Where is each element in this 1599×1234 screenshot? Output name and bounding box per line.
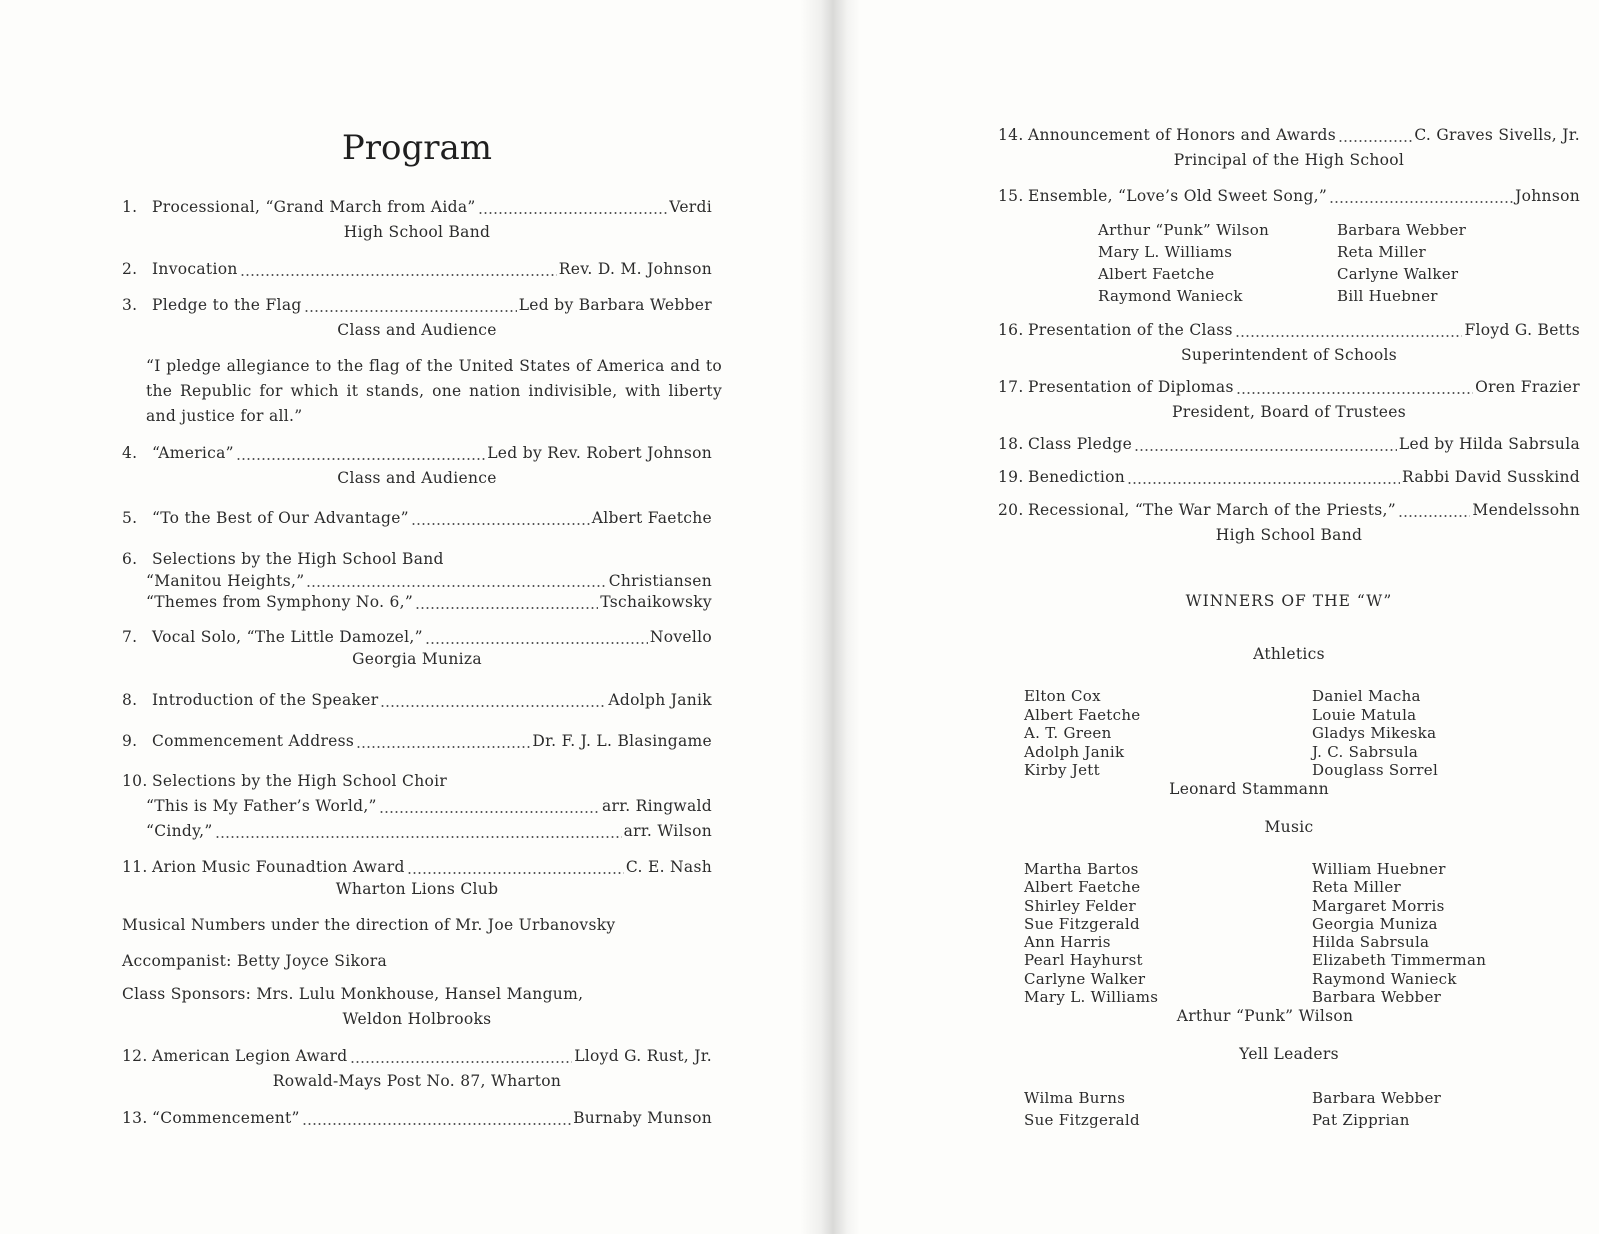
item-number: 7. [122,628,138,646]
program-item-4 [122,441,712,491]
name-entry: Gladys Mikeska [1312,724,1437,742]
item-number: 15. [998,187,1024,205]
item-number: 12. [122,1047,148,1065]
accompanist-note: Accompanist: Betty Joyce Sikora [122,952,388,970]
name-entry: Sue Fitzgerald [1024,1111,1140,1129]
name-entry: Barbara Webber [1337,221,1467,239]
musical-director-note: Musical Numbers under the direction of Mr. Joe Urbanovsky [122,916,616,934]
name-entry: Bill Huebner [1337,287,1438,305]
name-entry: Reta Miller [1312,878,1402,897]
item-subtitle: President, Board of Trustees [1172,403,1406,421]
name-entry: Reta Miller [1337,243,1427,261]
name-entry: Barbara Webber [1312,1089,1442,1107]
item-text: “America” [152,444,234,462]
program-item-19 [998,465,1580,490]
item-text: Processional, “Grand March from Aida” [152,198,476,216]
dot-leader [1134,436,1397,452]
name-entry: Albert Faetche [1024,705,1141,724]
name-entry: Albert Faetche [1024,878,1141,897]
name-entry: Kirby Jett [1024,761,1100,779]
athletics-heading: Athletics [1253,645,1325,663]
program-item-9 [122,729,712,754]
dot-leader [1338,127,1412,143]
item-performer: Novello [649,628,712,646]
item-number: 20. [998,501,1024,519]
item-number: 11. [122,858,148,876]
item-performer: Johnson [1515,187,1580,205]
item-performer: Led by Barbara Webber [518,296,712,314]
item-text: Arion Music Founadtion Award [152,858,405,876]
selection-title: “Themes from Symphony No. 6,” [146,593,414,611]
dot-leader [415,594,598,610]
item-performer: Rabbi David Susskind [1402,468,1580,486]
dot-leader [478,199,668,215]
name-entry: Georgia Muniza [1312,914,1438,933]
program-item-11 [122,856,712,900]
item-subtitle: Class and Audience [337,469,497,487]
selection-composer: Tschaikowsky [600,593,712,611]
item-text: Invocation [152,260,238,278]
item-performer: Verdi [669,198,712,216]
page-fold [800,0,860,1234]
item-performer: Dr. F. J. L. Blasingame [532,732,712,750]
item-performer: Rev. D. M. Johnson [558,260,712,278]
program-item-13 [122,1106,712,1131]
dot-leader [304,297,517,313]
program-item-15 [998,184,1580,209]
dot-leader [1329,188,1513,204]
page-title: Program [341,128,493,168]
item-text: Recessional, “The War March of the Priests,” [1028,501,1397,519]
item-text: Presentation of the Class [1028,321,1233,339]
dot-leader [215,823,622,839]
dot-leader [356,733,530,749]
dot-leader [1235,322,1463,338]
program-item-17 [998,375,1580,425]
name-entry: Elton Cox [1024,687,1101,705]
item-subtitle: High School Band [1215,526,1363,544]
name-entry: William Huebner [1312,860,1446,878]
selection-title: “Cindy,” [146,822,213,840]
item-number: 8. [122,691,138,709]
item-text: Vocal Solo, “The Little Damozel,” [152,628,423,646]
item-number: 4. [122,444,138,462]
music-last-name: Arthur “Punk” Wilson [1176,1007,1354,1025]
item-number: 3. [122,296,138,314]
program-item-1 [122,195,712,245]
name-entry: Adolph Janik [1024,742,1125,761]
item-number: 5. [122,509,138,527]
selection-title: “This is My Father’s World,” [146,797,377,815]
name-entry: Raymond Wanieck [1312,969,1457,988]
item-number: 16. [998,321,1024,339]
item-performer: Mendelssohn [1472,501,1580,519]
item-text: Announcement of Honors and Awards [1028,126,1337,144]
program-item-3 [122,293,712,343]
item-subtitle: Wharton Lions Club [335,880,499,898]
dot-leader [380,692,606,708]
program-item-18 [998,432,1580,457]
music-names [1024,860,1544,1006]
name-entry: Margaret Morris [1312,896,1445,915]
pledge-quote: “I pledge allegiance to the flag of the United States of America and to the Republic for which it stands, one nation indivisible, with liberty and justice for all.” [146,357,722,425]
item-number: 13. [122,1109,148,1127]
dot-leader [1398,502,1470,518]
item-number: 19. [998,468,1024,486]
name-entry: J. C. Sabrsula [1312,742,1419,761]
name-entry: Pat Zipprian [1312,1111,1410,1129]
item-performer: Oren Frazier [1475,378,1580,396]
name-entry: Carlyne Walker [1337,265,1459,283]
name-entry: Wilma Burns [1024,1089,1126,1107]
name-entry: Elizabeth Timmerman [1312,951,1487,970]
selection-composer: Christiansen [608,571,712,590]
program-item-14 [998,123,1580,173]
name-entry: Mary L. Williams [1024,988,1159,1007]
yell-leaders-names [1024,1087,1544,1131]
name-entry: Douglass Sorrel [1312,761,1439,779]
name-entry: Raymond Wanieck [1098,287,1243,305]
sponsors-line: Class Sponsors: Mrs. Lulu Monkhouse, Hansel Mangum, [122,985,584,1003]
item-performer: C. E. Nash [625,858,712,876]
dot-leader [1236,379,1473,395]
item-text: Ensemble, “Love’s Old Sweet Song,” [1028,187,1328,205]
item-text: Benediction [1028,468,1126,486]
program-item-10 [122,769,712,844]
name-entry: Albert Faetche [1098,265,1215,283]
item-performer: C. Graves Sivells, Jr. [1414,126,1580,144]
item-text: Pledge to the Flag [152,296,302,314]
item-performer: Led by Rev. Robert Johnson [487,444,712,462]
item-performer: Lloyd G. Rust, Jr. [574,1047,712,1065]
name-entry: Shirley Felder [1024,896,1136,915]
item-text: “To the Best of Our Advantage” [152,509,409,527]
item-performer: Led by Hilda Sabrsula [1398,435,1580,453]
item-subtitle: Principal of the High School [1173,151,1405,169]
program-item-20 [998,498,1580,548]
item-performer: Adolph Janik [608,691,712,709]
dot-leader [236,445,485,461]
dot-leader [1127,469,1400,485]
name-entry: Daniel Macha [1312,687,1421,705]
name-entry: A. T. Green [1024,724,1112,742]
program-item-7 [122,626,712,670]
class-sponsors [122,982,712,1032]
program-item-2 [122,257,712,282]
item-subtitle: Georgia Muniza [352,650,482,668]
item-text: Selections by the High School Choir [152,772,448,790]
item-performer: Albert Faetche [591,509,712,527]
ensemble-members [1098,219,1478,307]
name-entry: Hilda Sabrsula [1312,933,1430,952]
winners-heading: WINNERS OF THE “W” [1185,592,1393,610]
music-heading: Music [1264,818,1314,836]
name-entry: Carlyne Walker [1024,969,1146,988]
selection-title: “Manitou Heights,” [146,571,305,590]
dot-leader [379,798,600,814]
item-number: 9. [122,732,138,750]
item-text: American Legion Award [152,1047,348,1065]
item-subtitle: Superintendent of Schools [1180,346,1397,364]
sponsors-line-2: Weldon Holbrooks [342,1010,492,1028]
item-number: 10. [122,772,148,790]
item-performer: Burnaby Munson [573,1109,712,1127]
dot-leader [306,572,606,588]
dot-leader [425,629,648,645]
item-number: 2. [122,260,138,278]
name-entry: Arthur “Punk” Wilson [1098,221,1270,239]
program-item-12 [122,1044,712,1094]
selection-arranger: arr. Wilson [623,822,712,840]
program-item-6 [122,549,712,613]
yell-leaders-heading: Yell Leaders [1239,1045,1339,1063]
program-item-8 [122,688,712,713]
program-item-5 [122,506,712,531]
item-subtitle: High School Band [343,223,491,241]
dot-leader [411,510,590,526]
name-entry: Louie Matula [1312,705,1417,724]
dot-leader [302,1110,571,1126]
item-subtitle: Rowald-Mays Post No. 87, Wharton [272,1072,562,1090]
item-text: Presentation of Diplomas [1028,378,1234,396]
item-number: 14. [998,126,1024,144]
item-text: Introduction of the Speaker [152,691,379,709]
dot-leader [407,859,624,875]
item-performer: Floyd G. Betts [1464,321,1580,339]
dot-leader [240,261,557,277]
item-number: 17. [998,378,1024,396]
name-entry: Mary L. Williams [1098,243,1233,261]
item-number: 18. [998,435,1024,453]
program-item-16 [998,318,1580,368]
name-entry: Barbara Webber [1312,988,1442,1007]
item-number: 1. [122,198,138,216]
athletics-names [1024,687,1544,780]
selection-arranger: arr. Ringwald [601,797,712,815]
athletics-last-name: Leonard Stammann [1169,780,1329,798]
name-entry: Martha Bartos [1024,860,1139,878]
item-number: 6. [122,550,138,568]
name-entry: Sue Fitzgerald [1024,914,1140,933]
item-text: Commencement Address [152,732,355,750]
item-text: Class Pledge [1028,435,1133,453]
item-subtitle: Class and Audience [337,321,497,339]
name-entry: Ann Harris [1024,933,1111,952]
dot-leader [350,1048,573,1064]
name-entry: Pearl Hayhurst [1024,951,1143,970]
item-text: “Commencement” [152,1109,300,1127]
item-text: Selections by the High School Band [152,550,444,568]
